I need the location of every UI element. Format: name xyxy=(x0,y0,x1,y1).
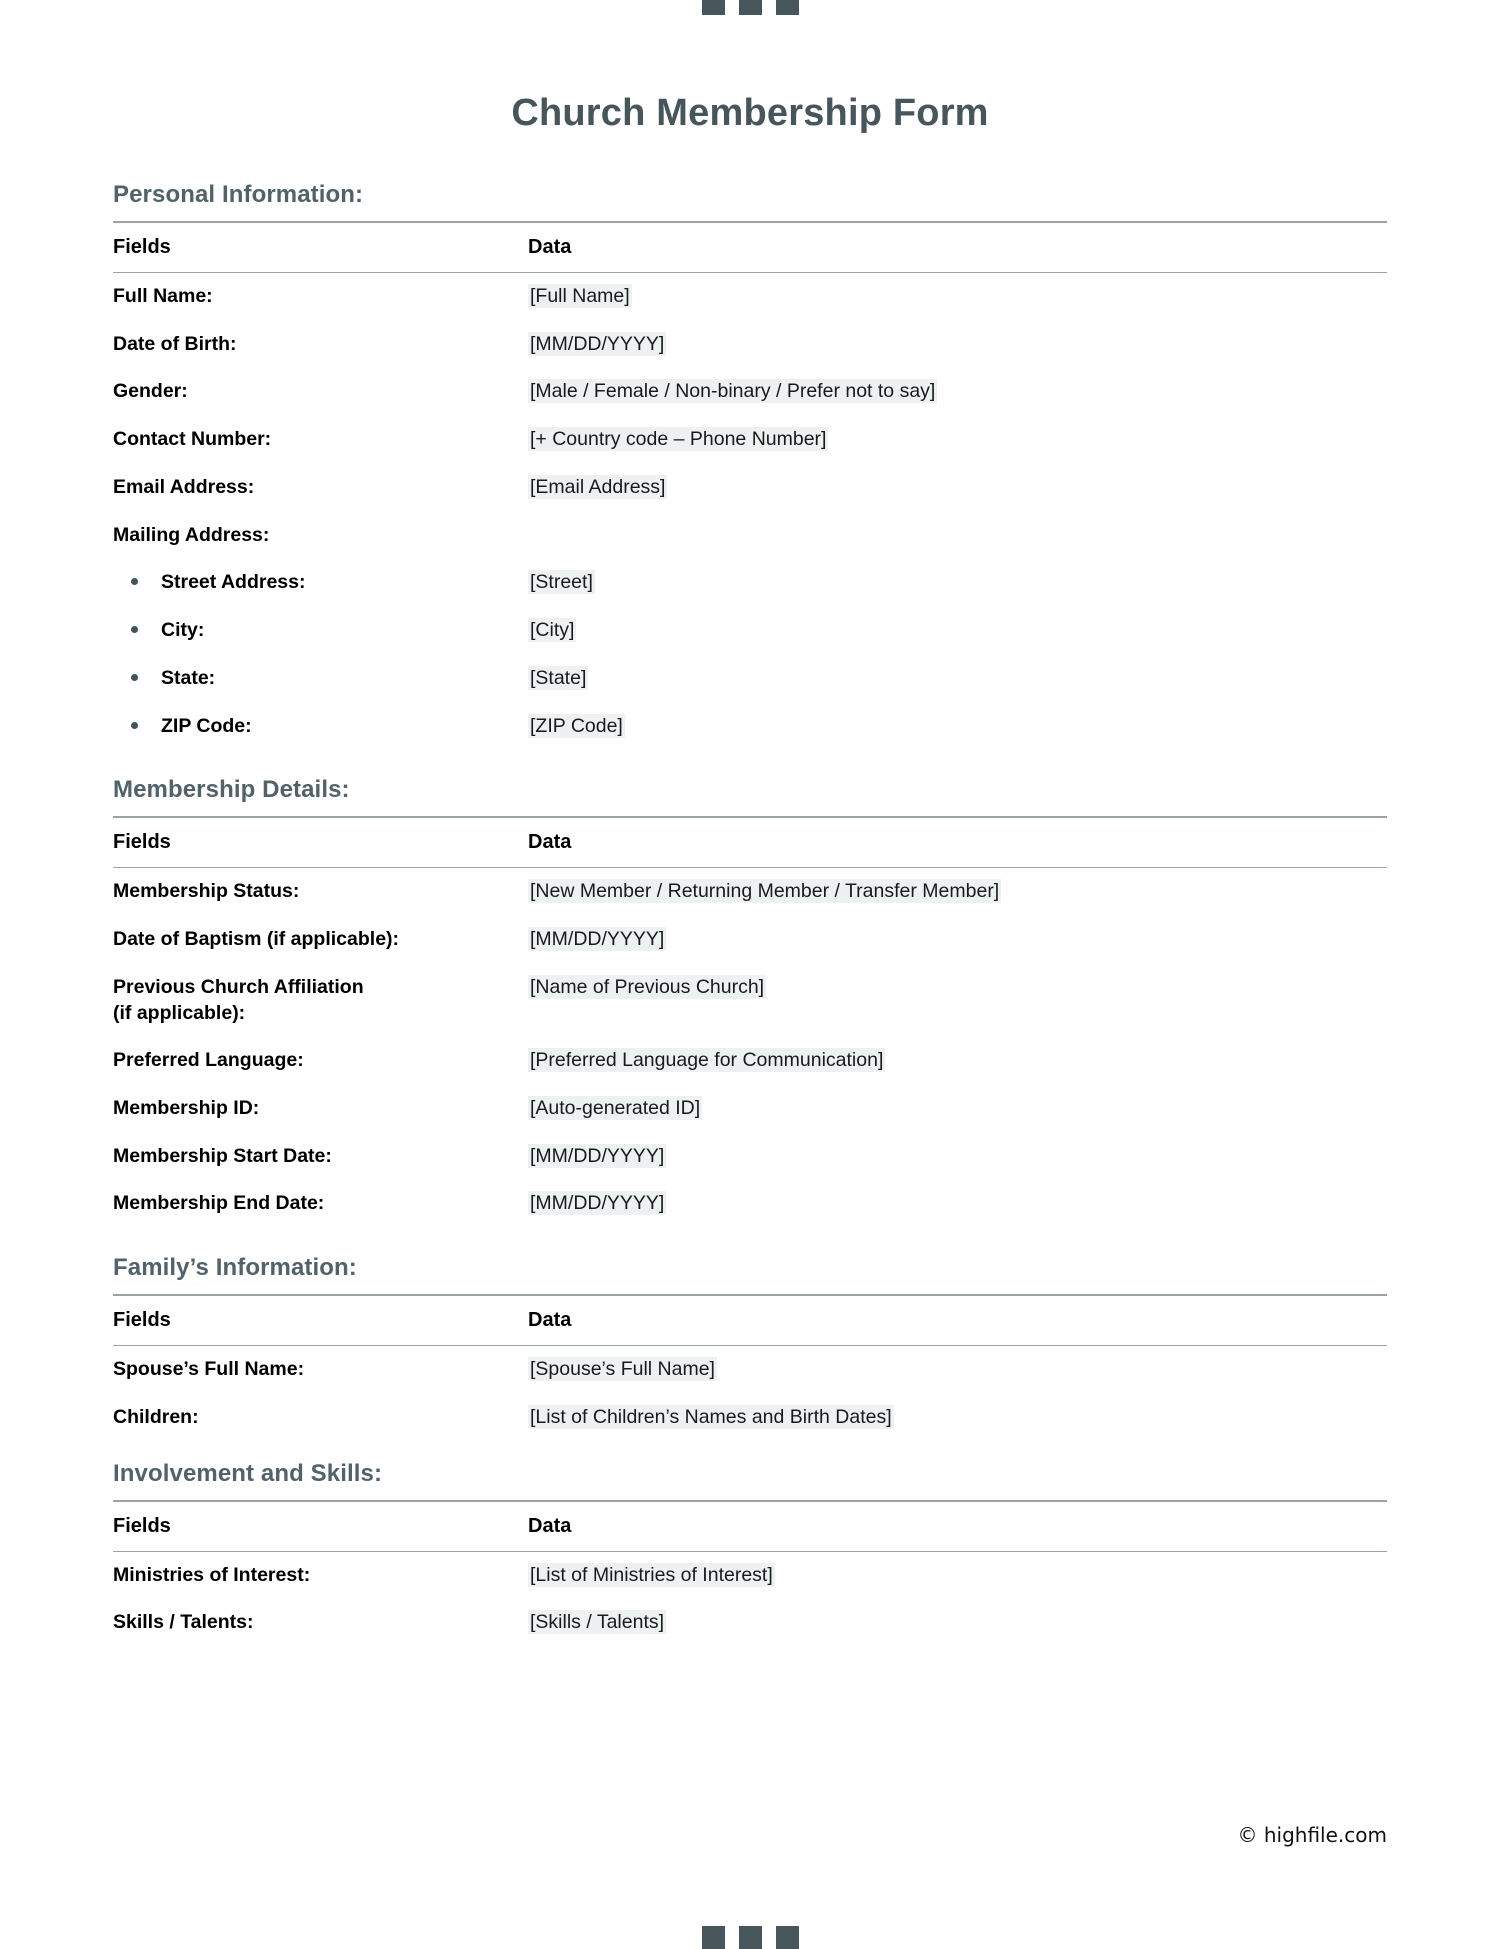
field-value-text[interactable]: [MM/DD/YYYY] xyxy=(530,1144,665,1167)
field-label xyxy=(113,1133,528,1181)
field-label-text: Full Name: xyxy=(113,285,213,307)
field-value-text[interactable]: [Skills / Talents] xyxy=(530,1611,665,1634)
field-label-text: Membership Start Date: xyxy=(113,1144,332,1167)
form-section xyxy=(113,776,1387,1254)
section-table-body xyxy=(113,868,1387,1228)
field-label xyxy=(113,1599,528,1647)
field-label xyxy=(113,1552,528,1600)
field-label-text: Mailing Address: xyxy=(113,523,270,546)
field-value[interactable] xyxy=(528,416,1387,464)
column-header-data: Data xyxy=(528,1309,572,1332)
field-label xyxy=(113,868,528,916)
table-row xyxy=(113,868,1387,916)
field-value-text[interactable]: [Street] xyxy=(530,571,593,594)
form-section xyxy=(113,1460,1387,1665)
table-row xyxy=(113,916,1387,964)
page-title: Church Membership Form xyxy=(511,92,989,134)
field-value-text[interactable]: [New Member / Returning Member / Transfer Member] xyxy=(530,880,1000,903)
table-row xyxy=(113,1552,1387,1600)
field-value-text[interactable]: [List of Children’s Names and Birth Dates] xyxy=(530,1405,892,1428)
bullet-icon xyxy=(131,578,138,585)
table-row xyxy=(113,416,1387,464)
field-label-text: Skills / Talents: xyxy=(113,1611,254,1634)
sections-container xyxy=(113,181,1387,1665)
field-value-text[interactable]: [Preferred Language for Communication] xyxy=(530,1049,884,1072)
column-header-data: Data xyxy=(528,831,572,854)
field-value[interactable] xyxy=(528,1037,1387,1085)
form-section xyxy=(113,181,1387,776)
table-row xyxy=(113,1085,1387,1133)
section-heading: Personal Information: xyxy=(113,181,364,208)
field-value[interactable] xyxy=(528,607,1387,655)
field-value-text[interactable]: [+ Country code – Phone Number] xyxy=(530,428,827,451)
field-label-text: ZIP Code: xyxy=(161,714,252,737)
field-value[interactable] xyxy=(528,1133,1387,1181)
field-label-text: Street Address: xyxy=(161,571,306,594)
field-label xyxy=(113,559,528,607)
form-section xyxy=(113,1254,1387,1459)
field-label xyxy=(113,703,528,751)
field-label-text: Contact Number: xyxy=(113,428,272,451)
field-label-text: Email Address: xyxy=(113,475,255,498)
table-row xyxy=(113,1180,1387,1228)
bullet-icon xyxy=(131,674,138,681)
bullet-icon xyxy=(131,722,138,729)
field-label xyxy=(113,512,528,560)
field-label-text: Date of Baptism (if applicable): xyxy=(113,928,400,951)
field-label xyxy=(113,464,528,512)
section-table-body xyxy=(113,1346,1387,1441)
field-label-text: Gender: xyxy=(113,380,188,403)
table-header-row xyxy=(113,1502,1387,1551)
bullet-icon xyxy=(131,626,138,633)
table-row xyxy=(113,559,1387,607)
field-label xyxy=(113,368,528,416)
field-value-text[interactable]: [State] xyxy=(530,666,587,689)
table-row xyxy=(113,1133,1387,1181)
section-heading: Family’s Information: xyxy=(113,1254,357,1282)
table-row xyxy=(113,273,1387,321)
field-value[interactable] xyxy=(528,1552,1387,1600)
field-label xyxy=(113,1085,528,1133)
section-heading: Membership Details: xyxy=(113,776,350,804)
field-value[interactable] xyxy=(528,964,1387,1037)
decoration-square xyxy=(776,1926,799,1949)
table-header-row xyxy=(113,1296,1387,1345)
field-label-text: Spouse’s Full Name: xyxy=(113,1358,305,1381)
field-value-text[interactable]: [MM/DD/YYYY] xyxy=(530,928,665,951)
decoration-square xyxy=(739,1926,762,1949)
field-value-text[interactable]: [ZIP Code] xyxy=(530,714,623,737)
field-label xyxy=(113,321,528,369)
column-header-fields: Fields xyxy=(113,831,171,854)
section-heading: Involvement and Skills: xyxy=(113,1459,383,1487)
field-value[interactable] xyxy=(528,1346,1387,1394)
column-header-data: Data xyxy=(528,236,572,258)
table-row xyxy=(113,607,1387,655)
table-row xyxy=(113,1394,1387,1442)
table-row xyxy=(113,321,1387,369)
section-table xyxy=(113,1502,1387,1551)
column-header-data: Data xyxy=(528,1514,572,1537)
field-label xyxy=(113,1037,528,1085)
field-label-text: Membership ID: xyxy=(113,1097,260,1120)
table-row xyxy=(113,368,1387,416)
field-value-text[interactable]: [MM/DD/YYYY] xyxy=(530,332,665,355)
field-label-text: Ministries of Interest: xyxy=(113,1563,311,1586)
field-value[interactable] xyxy=(528,1180,1387,1228)
field-value-text[interactable]: [Auto-generated ID] xyxy=(530,1097,701,1120)
field-label-text: City: xyxy=(161,619,205,642)
table-row xyxy=(113,655,1387,703)
field-value-text[interactable]: [Full Name] xyxy=(530,285,630,307)
field-label-text: Preferred Language: xyxy=(113,1049,304,1072)
table-header-row xyxy=(113,223,1387,272)
column-header-fields: Fields xyxy=(113,236,171,258)
column-header-fields: Fields xyxy=(113,1309,171,1332)
bottom-decoration xyxy=(0,1926,1500,1949)
field-value[interactable] xyxy=(528,916,1387,964)
field-label-text: Membership Status: xyxy=(113,880,300,903)
table-row xyxy=(113,1346,1387,1394)
section-table xyxy=(113,223,1387,272)
field-label-text: Previous Church Affiliation (if applicable): xyxy=(113,975,364,1024)
section-table-body xyxy=(113,1552,1387,1647)
table-row xyxy=(113,512,1387,560)
field-value[interactable] xyxy=(528,1599,1387,1647)
field-label-text: State: xyxy=(161,666,216,689)
field-label xyxy=(113,916,528,964)
field-value-text[interactable]: [Spouse’s Full Name] xyxy=(530,1358,715,1381)
section-table xyxy=(113,1296,1387,1345)
column-header-fields: Fields xyxy=(113,1514,171,1537)
section-table xyxy=(113,818,1387,867)
field-label-text: Date of Birth: xyxy=(113,332,237,355)
table-row xyxy=(113,1037,1387,1085)
field-value-text[interactable]: [Name of Previous Church] xyxy=(530,975,765,998)
table-row xyxy=(113,1599,1387,1647)
field-value-text[interactable]: [City] xyxy=(530,619,575,642)
field-value[interactable] xyxy=(528,273,1387,321)
field-label xyxy=(113,1346,528,1394)
field-label xyxy=(113,655,528,703)
field-label xyxy=(113,273,528,321)
field-value[interactable] xyxy=(528,464,1387,512)
footer-copyright: © highfile.com xyxy=(1237,1823,1387,1847)
field-value[interactable] xyxy=(528,703,1387,751)
section-table-body xyxy=(113,273,1387,750)
field-value[interactable] xyxy=(528,1085,1387,1133)
field-label xyxy=(113,607,528,655)
field-value-text[interactable]: [Email Address] xyxy=(530,475,666,498)
table-row xyxy=(113,703,1387,751)
field-value-text[interactable]: [MM/DD/YYYY] xyxy=(530,1192,665,1215)
table-row xyxy=(113,964,1387,1037)
field-label xyxy=(113,1180,528,1228)
table-row xyxy=(113,464,1387,512)
field-value-text[interactable]: [List of Ministries of Interest] xyxy=(530,1563,773,1586)
field-value[interactable] xyxy=(528,1394,1387,1442)
field-value[interactable] xyxy=(528,868,1387,916)
field-label-text: Membership End Date: xyxy=(113,1192,325,1215)
field-value[interactable] xyxy=(528,512,1387,560)
field-label xyxy=(113,964,528,1037)
field-label xyxy=(113,1394,528,1442)
field-label-text: Children: xyxy=(113,1405,199,1428)
decoration-square xyxy=(702,1926,725,1949)
field-value[interactable] xyxy=(528,368,1387,416)
field-value[interactable] xyxy=(528,559,1387,607)
table-header-row xyxy=(113,818,1387,867)
field-label xyxy=(113,416,528,464)
field-value[interactable] xyxy=(528,655,1387,703)
field-value[interactable] xyxy=(528,321,1387,369)
field-value-text[interactable]: [Male / Female / Non-binary / Prefer not to say] xyxy=(530,380,936,403)
